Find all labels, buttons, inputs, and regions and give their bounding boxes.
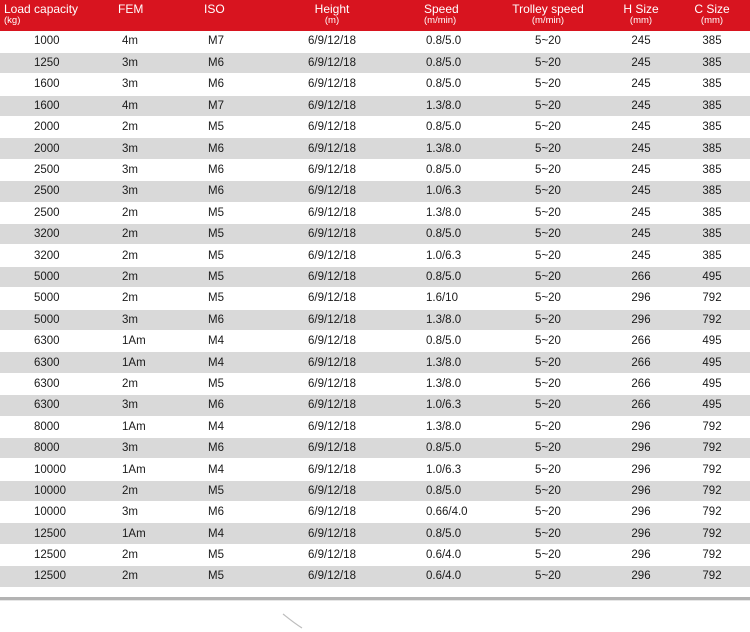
- table-cell: 5~20: [488, 202, 608, 223]
- column-header: [488, 0, 608, 31]
- table-cell: 2500: [0, 159, 92, 180]
- table-cell: 792: [674, 523, 750, 544]
- table-cell: 1Am: [92, 330, 186, 351]
- table-cell: 1.0/6.3: [388, 459, 488, 480]
- table-cell: 6/9/12/18: [276, 31, 388, 52]
- table-cell: 5~20: [488, 459, 608, 480]
- table-cell: 6/9/12/18: [276, 459, 388, 480]
- table-cell: 6/9/12/18: [276, 544, 388, 565]
- table-row: [0, 181, 750, 202]
- table-cell: 5000: [0, 266, 92, 287]
- table-cell: 385: [674, 117, 750, 138]
- table-cell: 4m: [92, 95, 186, 116]
- table-cell: 3200: [0, 224, 92, 245]
- table-cell: 2m: [92, 245, 186, 266]
- table-row: [0, 459, 750, 480]
- table-cell: 495: [674, 330, 750, 351]
- column-header-label: Load capacity: [4, 2, 79, 16]
- table-cell: 6/9/12/18: [276, 117, 388, 138]
- column-header: [608, 0, 674, 31]
- table-cell: 6/9/12/18: [276, 245, 388, 266]
- column-header-label: C Size: [694, 2, 730, 16]
- table-cell: 1.0/6.3: [388, 245, 488, 266]
- table-cell: M4: [186, 459, 276, 480]
- table-cell: 5~20: [488, 373, 608, 394]
- table-cell: 8000: [0, 416, 92, 437]
- table-row: [0, 159, 750, 180]
- table-cell: 6/9/12/18: [276, 373, 388, 394]
- table-cell: 6/9/12/18: [276, 437, 388, 458]
- table-cell: 245: [608, 95, 674, 116]
- table-cell: 495: [674, 373, 750, 394]
- table-cell: 6/9/12/18: [276, 330, 388, 351]
- table-cell: M5: [186, 224, 276, 245]
- table-cell: M4: [186, 352, 276, 373]
- table-cell: M5: [186, 266, 276, 287]
- table-cell: 6/9/12/18: [276, 502, 388, 523]
- table-cell: 6/9/12/18: [276, 266, 388, 287]
- table-cell: 6/9/12/18: [276, 224, 388, 245]
- table-cell: 5~20: [488, 74, 608, 95]
- table-cell: 792: [674, 544, 750, 565]
- table-cell: 3m: [92, 437, 186, 458]
- table-row: [0, 395, 750, 416]
- table-cell: 5~20: [488, 288, 608, 309]
- column-header: [92, 0, 186, 31]
- column-header-unit: (mm): [629, 15, 653, 26]
- table-cell: 296: [608, 416, 674, 437]
- table-cell: 792: [674, 480, 750, 501]
- column-header-label: Trolley speed: [512, 2, 584, 16]
- table-cell: 0.66/4.0: [388, 502, 488, 523]
- table-cell: 266: [608, 330, 674, 351]
- table-cell: 10000: [0, 480, 92, 501]
- table-cell: 6/9/12/18: [276, 74, 388, 95]
- table-cell: 2m: [92, 224, 186, 245]
- table-cell: 5~20: [488, 544, 608, 565]
- table-cell: 1000: [0, 31, 92, 52]
- table-cell: 5~20: [488, 416, 608, 437]
- table-cell: 0.6/4.0: [388, 566, 488, 587]
- table-cell: 0.8/5.0: [388, 330, 488, 351]
- table-cell: 8000: [0, 437, 92, 458]
- table-cell: 792: [674, 416, 750, 437]
- table-cell: 2m: [92, 288, 186, 309]
- table-cell: 6/9/12/18: [276, 523, 388, 544]
- table-cell: 10000: [0, 502, 92, 523]
- table-cell: 5~20: [488, 309, 608, 330]
- table-cell: 245: [608, 181, 674, 202]
- table-row: [0, 138, 750, 159]
- table-cell: 2m: [92, 480, 186, 501]
- table-cell: 1.3/8.0: [388, 352, 488, 373]
- table-cell: 0.8/5.0: [388, 224, 488, 245]
- header-row: [0, 0, 750, 31]
- table-cell: 245: [608, 202, 674, 223]
- table-row: [0, 245, 750, 266]
- table-cell: 3200: [0, 245, 92, 266]
- table-cell: 2000: [0, 138, 92, 159]
- table-cell: 6/9/12/18: [276, 395, 388, 416]
- table-cell: 6300: [0, 395, 92, 416]
- table-cell: 3m: [92, 181, 186, 202]
- table-cell: M7: [186, 95, 276, 116]
- table-cell: 245: [608, 52, 674, 73]
- table-cell: 266: [608, 352, 674, 373]
- table-cell: 385: [674, 138, 750, 159]
- column-header: [0, 0, 92, 31]
- table-row: [0, 566, 750, 587]
- table-row: [0, 437, 750, 458]
- table-cell: 5000: [0, 288, 92, 309]
- table-cell: M5: [186, 288, 276, 309]
- column-header-unit: (m): [324, 15, 340, 26]
- table-cell: 1.3/8.0: [388, 95, 488, 116]
- table-row: [0, 544, 750, 565]
- column-header-label: ISO: [204, 2, 225, 16]
- table-cell: 6/9/12/18: [276, 480, 388, 501]
- table-cell: M4: [186, 523, 276, 544]
- table-cell: 5~20: [488, 566, 608, 587]
- table-cell: 1.3/8.0: [388, 138, 488, 159]
- table-cell: M6: [186, 138, 276, 159]
- table-cell: 1.3/8.0: [388, 373, 488, 394]
- table-cell: 6/9/12/18: [276, 138, 388, 159]
- table-row: [0, 31, 750, 52]
- table-cell: 296: [608, 502, 674, 523]
- table-cell: 1.3/8.0: [388, 202, 488, 223]
- table-cell: M4: [186, 416, 276, 437]
- table-cell: 0.8/5.0: [388, 159, 488, 180]
- table-cell: 1250: [0, 52, 92, 73]
- table-cell: 495: [674, 266, 750, 287]
- table-row: [0, 480, 750, 501]
- table-cell: 5~20: [488, 224, 608, 245]
- table-row: [0, 416, 750, 437]
- table-cell: 5~20: [488, 480, 608, 501]
- table-cell: M5: [186, 117, 276, 138]
- table-row: [0, 117, 750, 138]
- table-cell: 3m: [92, 159, 186, 180]
- table-cell: M4: [186, 330, 276, 351]
- table-row: [0, 202, 750, 223]
- table-cell: 1Am: [92, 352, 186, 373]
- table-row: [0, 288, 750, 309]
- table-cell: 5~20: [488, 502, 608, 523]
- table-cell: 792: [674, 437, 750, 458]
- table-cell: 0.8/5.0: [388, 437, 488, 458]
- table-cell: 266: [608, 373, 674, 394]
- table-row: [0, 224, 750, 245]
- table-cell: 5~20: [488, 31, 608, 52]
- table-cell: 1.0/6.3: [388, 395, 488, 416]
- table-cell: 296: [608, 437, 674, 458]
- table-cell: 0.8/5.0: [388, 523, 488, 544]
- table-cell: M5: [186, 480, 276, 501]
- table-cell: 0.8/5.0: [388, 266, 488, 287]
- table-cell: 1Am: [92, 523, 186, 544]
- table-cell: 2m: [92, 544, 186, 565]
- table-cell: 245: [608, 224, 674, 245]
- footer-divider: [0, 597, 750, 600]
- table-cell: 6/9/12/18: [276, 181, 388, 202]
- table-cell: M6: [186, 437, 276, 458]
- table-cell: 12500: [0, 544, 92, 565]
- table-cell: 792: [674, 502, 750, 523]
- table-row: [0, 74, 750, 95]
- table-row: [0, 95, 750, 116]
- table-cell: M7: [186, 31, 276, 52]
- table-cell: 3m: [92, 395, 186, 416]
- table-cell: 385: [674, 181, 750, 202]
- column-header: [674, 0, 750, 31]
- table-cell: 6/9/12/18: [276, 159, 388, 180]
- table-row: [0, 266, 750, 287]
- table-row: [0, 373, 750, 394]
- table-row: [0, 523, 750, 544]
- table-cell: M5: [186, 544, 276, 565]
- table-cell: 792: [674, 288, 750, 309]
- table-cell: 266: [608, 266, 674, 287]
- table-cell: 6/9/12/18: [276, 309, 388, 330]
- table-cell: 1.6/10: [388, 288, 488, 309]
- column-header-unit: (m/min): [531, 15, 565, 26]
- table-cell: 10000: [0, 459, 92, 480]
- table-cell: 2m: [92, 202, 186, 223]
- table-cell: M5: [186, 245, 276, 266]
- column-header: [276, 0, 388, 31]
- table-row: [0, 52, 750, 73]
- table-cell: 0.8/5.0: [388, 74, 488, 95]
- table-cell: 245: [608, 138, 674, 159]
- table-cell: 385: [674, 52, 750, 73]
- table-cell: 6/9/12/18: [276, 416, 388, 437]
- table-cell: 3m: [92, 138, 186, 159]
- table-cell: 6/9/12/18: [276, 352, 388, 373]
- pen-stroke-mark: [282, 612, 306, 630]
- table-cell: M6: [186, 159, 276, 180]
- table-cell: 5~20: [488, 395, 608, 416]
- column-header-label: H Size: [623, 2, 659, 16]
- table-cell: 2m: [92, 117, 186, 138]
- table-row: [0, 330, 750, 351]
- table-cell: 2m: [92, 373, 186, 394]
- table-cell: 4m: [92, 31, 186, 52]
- table-cell: 5~20: [488, 52, 608, 73]
- column-header-label: Speed: [424, 2, 459, 16]
- table-cell: 2000: [0, 117, 92, 138]
- table-cell: 1Am: [92, 459, 186, 480]
- table-cell: 385: [674, 245, 750, 266]
- table-cell: 296: [608, 309, 674, 330]
- table-cell: 6/9/12/18: [276, 95, 388, 116]
- table-cell: 296: [608, 288, 674, 309]
- table-cell: M6: [186, 502, 276, 523]
- table-cell: 3m: [92, 74, 186, 95]
- table-cell: M6: [186, 309, 276, 330]
- table-row: [0, 502, 750, 523]
- column-header-label: FEM: [118, 2, 144, 16]
- column-header-unit: (m/min): [424, 15, 457, 26]
- table-cell: 385: [674, 74, 750, 95]
- table-cell: 6300: [0, 352, 92, 373]
- table-cell: M5: [186, 373, 276, 394]
- table-cell: 3m: [92, 52, 186, 73]
- table-cell: 5~20: [488, 437, 608, 458]
- table-cell: 0.8/5.0: [388, 480, 488, 501]
- table-cell: 792: [674, 566, 750, 587]
- table-cell: 0.8/5.0: [388, 117, 488, 138]
- table-cell: 792: [674, 459, 750, 480]
- table-cell: M6: [186, 74, 276, 95]
- table-cell: 5~20: [488, 330, 608, 351]
- table-cell: M6: [186, 395, 276, 416]
- table-cell: 385: [674, 159, 750, 180]
- table-cell: 5~20: [488, 245, 608, 266]
- table-cell: M6: [186, 181, 276, 202]
- table-cell: 245: [608, 245, 674, 266]
- table-cell: 495: [674, 352, 750, 373]
- table-cell: M6: [186, 52, 276, 73]
- table-cell: 245: [608, 31, 674, 52]
- table-cell: 1600: [0, 95, 92, 116]
- table-cell: 2m: [92, 266, 186, 287]
- table-cell: 792: [674, 309, 750, 330]
- table-cell: 2m: [92, 566, 186, 587]
- table-cell: 1.3/8.0: [388, 309, 488, 330]
- table-cell: 296: [608, 480, 674, 501]
- table-cell: 12500: [0, 566, 92, 587]
- table-cell: 5~20: [488, 523, 608, 544]
- table-cell: 1.3/8.0: [388, 416, 488, 437]
- table-cell: 0.8/5.0: [388, 31, 488, 52]
- table-cell: 6/9/12/18: [276, 288, 388, 309]
- table-row: [0, 352, 750, 373]
- table-cell: 0.6/4.0: [388, 544, 488, 565]
- table-cell: 3m: [92, 309, 186, 330]
- table-cell: 0.8/5.0: [388, 52, 488, 73]
- table-cell: 1600: [0, 74, 92, 95]
- table-cell: 296: [608, 523, 674, 544]
- table-cell: 385: [674, 95, 750, 116]
- table-cell: 245: [608, 117, 674, 138]
- table-cell: 296: [608, 544, 674, 565]
- table-cell: 245: [608, 74, 674, 95]
- table-cell: 5000: [0, 309, 92, 330]
- table-cell: 385: [674, 224, 750, 245]
- table-cell: 296: [608, 459, 674, 480]
- table-cell: 6/9/12/18: [276, 202, 388, 223]
- table-cell: 5~20: [488, 266, 608, 287]
- table-cell: 1.0/6.3: [388, 181, 488, 202]
- table-cell: 245: [608, 159, 674, 180]
- table-cell: 1Am: [92, 416, 186, 437]
- table-cell: 6/9/12/18: [276, 52, 388, 73]
- table-cell: 5~20: [488, 159, 608, 180]
- table-cell: 6300: [0, 373, 92, 394]
- column-header: [388, 0, 488, 31]
- table-cell: 296: [608, 566, 674, 587]
- column-header-unit: (mm): [700, 15, 724, 26]
- table-cell: 495: [674, 395, 750, 416]
- table-cell: 6300: [0, 330, 92, 351]
- table-cell: 5~20: [488, 181, 608, 202]
- table-cell: 3m: [92, 502, 186, 523]
- column-header-unit: (kg): [4, 15, 21, 26]
- table-cell: M5: [186, 566, 276, 587]
- table-cell: 385: [674, 31, 750, 52]
- table-cell: 5~20: [488, 138, 608, 159]
- table-cell: 2500: [0, 202, 92, 223]
- table-body: [0, 31, 750, 587]
- table-cell: 5~20: [488, 117, 608, 138]
- table-cell: 2500: [0, 181, 92, 202]
- table-cell: M5: [186, 202, 276, 223]
- table-cell: 5~20: [488, 95, 608, 116]
- table-cell: 12500: [0, 523, 92, 544]
- column-header-label: Height: [314, 2, 350, 16]
- table-row: [0, 309, 750, 330]
- column-header: [186, 0, 276, 31]
- table-cell: 266: [608, 395, 674, 416]
- table-cell: 5~20: [488, 352, 608, 373]
- table-cell: 385: [674, 202, 750, 223]
- table-cell: 6/9/12/18: [276, 566, 388, 587]
